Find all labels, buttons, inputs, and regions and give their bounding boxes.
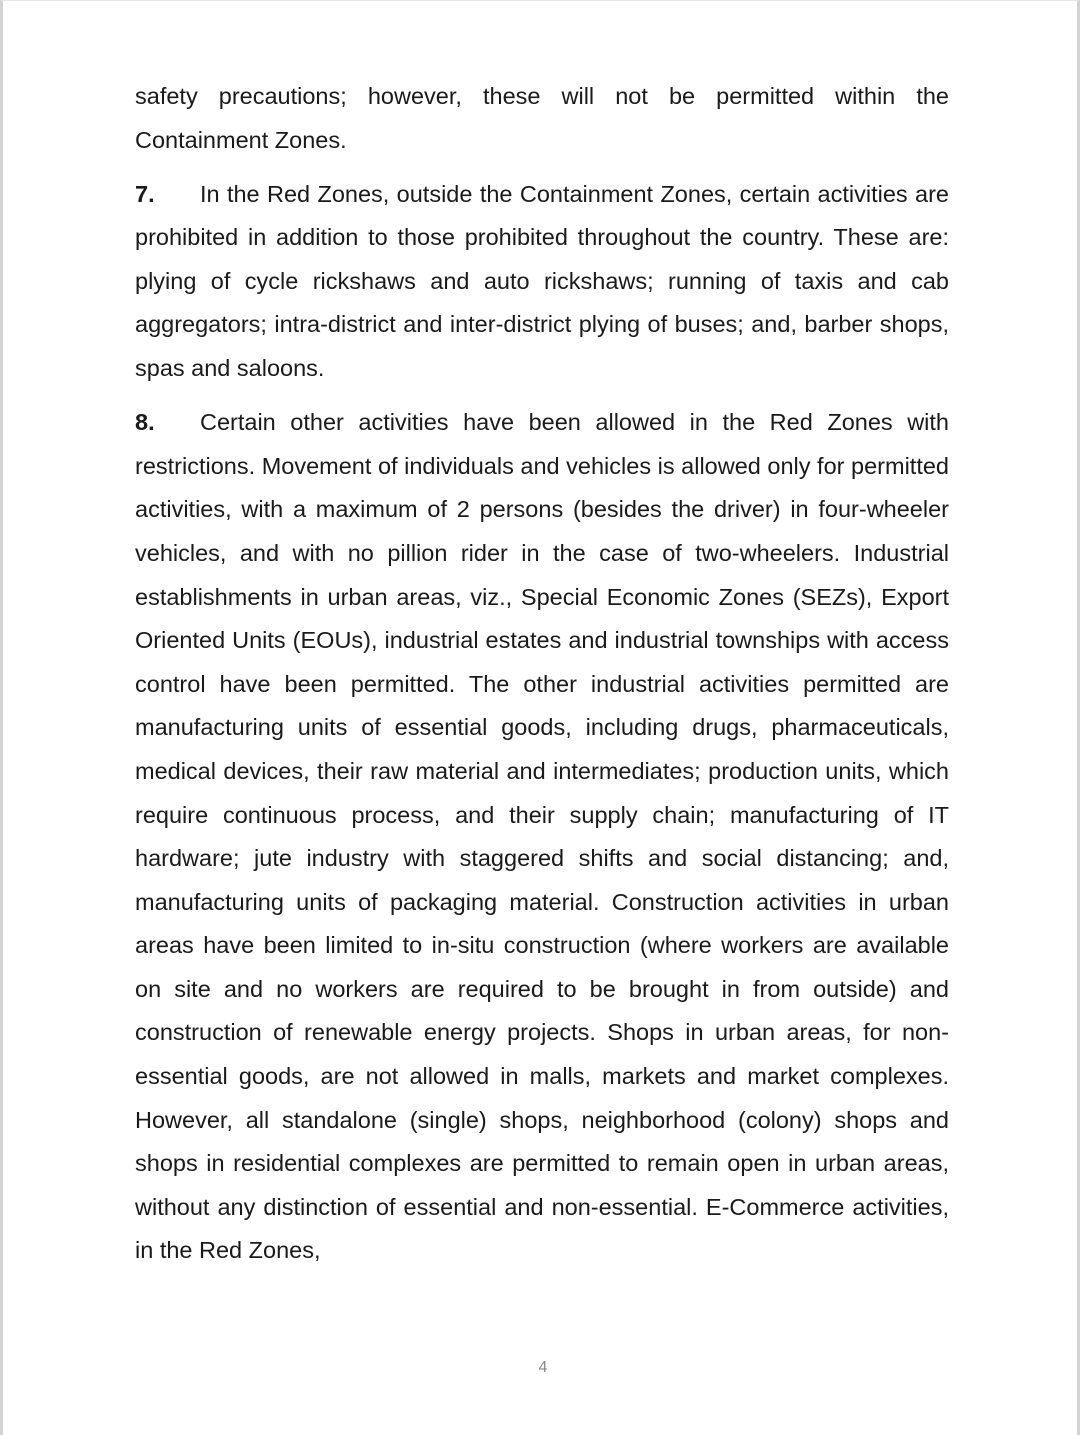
page-body <box>135 75 949 1284</box>
paragraph-continuation <box>135 75 949 162</box>
paragraph-8 <box>135 401 949 1273</box>
paragraph-text: Certain other activities have been allowed in the Red Zones with restrictions. Movement of individuals and vehicles is allowed only for permitted activities, with a maximum of 2 persons (besides the driver) in four-wheeler vehicles, and with no pillion rider in the case of two-wheelers. Industrial establishments in urban areas, viz., Special Economic Zones (SEZs), Export Oriented Units (EOUs), industrial estates and industrial townships with access control have been permitted. The other industrial activities permitted are manufacturing units of essential goods, including drugs, pharmaceuticals, medical devices, their raw material and intermediates; production units, which require continuous process, and their supply chain; manufacturing of IT hardware; jute industry with staggered shifts and social distancing; and, manufacturing units of packaging material. Construction activities in urban areas have been limited to in-situ construction (where workers are available on site and no workers are required to be brought in from outside) and construction of renewable energy projects. Shops in urban areas, for non-essential goods, are not allowed in malls, markets and market complexes. However, all standalone (single) shops, neighborhood (colony) shops and shops in residential complexes are permitted to remain open in urban areas, without any distinction of essential and non-essential. E-Commerce activities, in the Red Zones, <box>135 409 949 1264</box>
paragraph-number: 7. <box>135 180 155 207</box>
page-number: 4 <box>538 1359 548 1376</box>
paragraph-7 <box>135 173 949 391</box>
paragraph-text: safety precautions; however, these will not be permitted within the Containment Zones. <box>135 83 949 153</box>
paragraph-text: In the Red Zones, outside the Containment Zones, certain activities are prohibited in addition to those prohibited throughout the country. These are: plying of cycle rickshaws and auto rickshaws; running of taxis and cab aggregators; intra-district and inter-district plying of buses; and, barber shops, spas and saloons. <box>135 180 949 382</box>
paragraph-number: 8. <box>135 409 155 436</box>
